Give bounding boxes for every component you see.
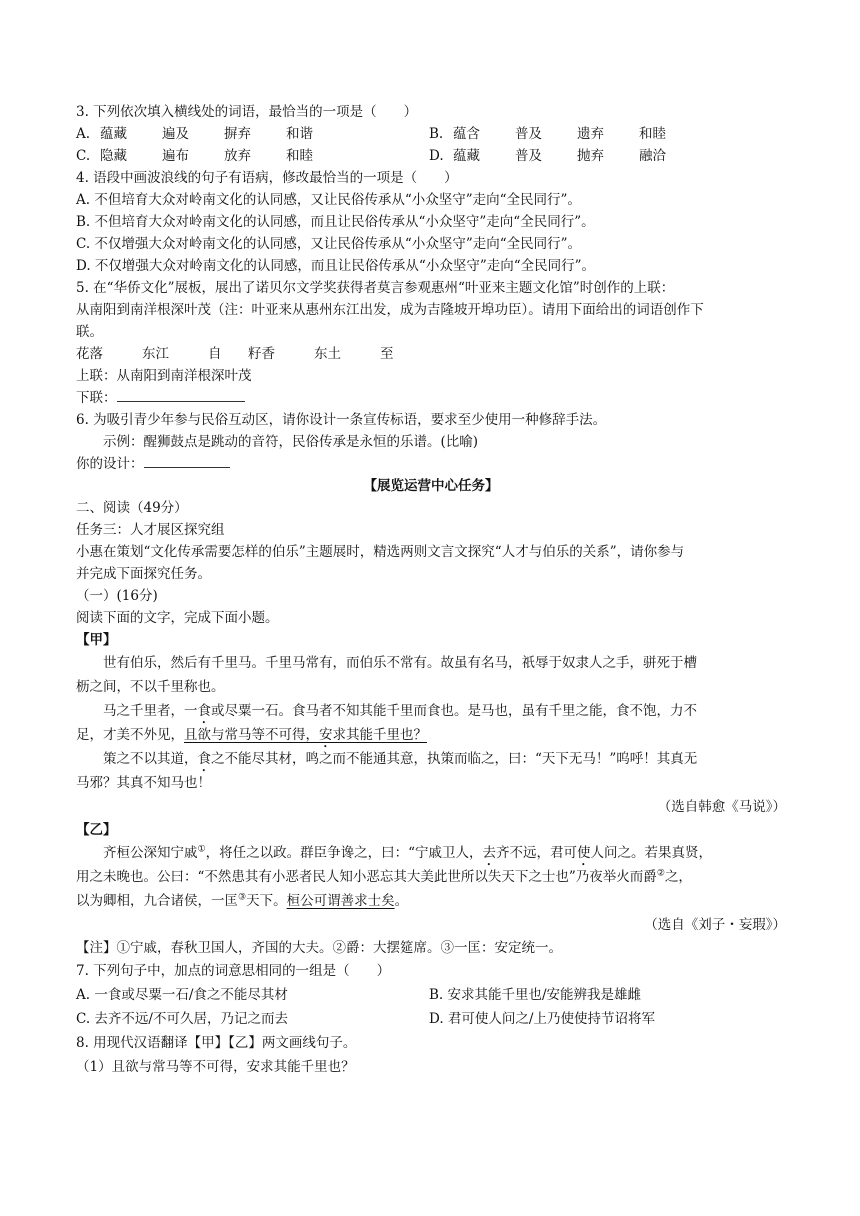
dotted-word: 去 bbox=[482, 845, 496, 861]
q3-options-row2 bbox=[76, 145, 786, 167]
dotted-word: 安 bbox=[319, 727, 333, 743]
part2-task: 任务三：人才展区探究组 bbox=[76, 522, 225, 538]
q3-option-a: A. 蕴藏 遍及 摒弃 和谐 bbox=[76, 126, 313, 142]
yi-label: 【乙】 bbox=[76, 822, 117, 838]
q7-option-c: C. 去齐不远/不可久居，乃记之而去 bbox=[76, 1011, 288, 1027]
jia-p1-line1: 世有伯乐，然后有千里马。千里马常有，而伯乐不常有。故虽有名马，祇辱于奴隶人之手，骈死于槽 bbox=[103, 655, 697, 671]
q5-word: 自 bbox=[208, 346, 222, 362]
q7-option-a: A. 一食或尽粟一石/食之不能尽其材 bbox=[76, 987, 288, 1003]
underlined-sentence: 桓公可谓善求士矣 bbox=[286, 893, 395, 909]
q5-answer-blank[interactable] bbox=[117, 387, 245, 402]
exam-page bbox=[76, 101, 786, 1079]
footnote-mark: ③ bbox=[238, 892, 247, 903]
q7-options-row2 bbox=[76, 1007, 786, 1031]
q4-option-b: B. 不但培育大众对岭南文化的认同感，而且让民俗传承从“小众坚守”走向“全民同行”。 bbox=[76, 214, 595, 230]
q4-option-c: C. 不仅增强大众对岭南文化的认同感，又让民俗传承从“小众坚守”走向“全民同行”。 bbox=[76, 236, 582, 252]
q6-stem: 6. 为吸引青少年参与民俗互动区，请你设计一条宣传标语，要求至少使用一种修辞手法。 bbox=[76, 412, 607, 428]
dotted-word: 食 bbox=[197, 703, 211, 719]
footnote-mark: ① bbox=[197, 844, 206, 855]
q3-options-row1 bbox=[76, 123, 786, 145]
q8-item1: （1）且欲与常马等不可得，安求其能千里也？ bbox=[76, 1059, 355, 1075]
q7-stem: 7. 下列句子中，加点的词意思相同的一组是（ ） bbox=[76, 963, 391, 979]
q3-stem: 3. 下列依次填入横线处的词语，最恰当的一项是（ ） bbox=[76, 104, 418, 120]
footnotes: 【注】①宁戚，春秋卫国人，齐国的大夫。②爵：大摆筵席。③一匡：安定统一。 bbox=[76, 940, 562, 956]
q5-line2: 从南阳到南洋根深叶茂（注：叶亚来从惠州东江出发，成为吉隆坡开埠功臣）。请用下面给出的词语创作下 bbox=[76, 302, 704, 318]
q8-stem: 8. 用现代汉语翻译【甲】【乙】两文画线句子。 bbox=[76, 1035, 357, 1051]
q4-stem: 4. 语段中画波浪线的句子有语病，修改最恰当的一项是（ ） bbox=[76, 170, 458, 186]
yi-p1-line1: 齐桓公深知宁戚①，将任之以政。群臣争谗之，曰：“宁戚卫人，去齐不远，君可使人问之。若果真贤， bbox=[103, 844, 712, 861]
q5-word: 至 bbox=[380, 346, 394, 362]
part2-title: 二、阅读（49分） bbox=[76, 500, 188, 516]
q7-option-b: B. 安求其能千里也/安能辨我是雄雌 bbox=[429, 987, 642, 1003]
part2-intro-line2: 并完成下面探究任务。 bbox=[76, 566, 211, 582]
jia-p1-line2: 枥之间，不以千里称也。 bbox=[76, 679, 225, 695]
q3-option-c: C. 隐藏 遍布 放弃 和睦 bbox=[76, 148, 313, 164]
q7-options-row1 bbox=[76, 983, 786, 1007]
underlined-sentence: 且欲与常马等不可得，安求其能千里也？ bbox=[184, 727, 427, 743]
dotted-word: 使 bbox=[576, 845, 591, 861]
yi-p1-line3: 以为卿相，九合诸侯，一匡③天下。桓公可谓善求士矣。 bbox=[76, 892, 409, 909]
footnote-mark: ② bbox=[656, 868, 665, 879]
q4-option-a: A. 不但培育大众对岭南文化的认同感，又让民俗传承从“小众坚守”走向“全民同行”。 bbox=[76, 192, 581, 208]
q5-line3: 联。 bbox=[76, 324, 103, 340]
jia-label: 【甲】 bbox=[76, 632, 117, 648]
q5-upper-couplet: 上联：从南阳到南洋根深叶茂 bbox=[76, 368, 252, 384]
dotted-word: 食 bbox=[197, 751, 211, 767]
jia-source: （选自韩愈《马说》） bbox=[657, 799, 786, 815]
q5-lower-couplet: 下联： bbox=[76, 387, 786, 409]
yi-source: （选自《刘子・妄瑕》） bbox=[644, 917, 786, 933]
q5-word: 东江 bbox=[142, 346, 169, 362]
jia-p2-line2: 足，才美不外见，且欲与常马等不可得，安求其能千里也？ bbox=[76, 727, 427, 743]
q6-design: 你的设计： bbox=[76, 453, 786, 475]
q5-word: 东土 bbox=[314, 346, 341, 362]
q6-example: 示例：醒狮鼓点是跳动的音符，民俗传承是永恒的乐谱。(比喻) bbox=[103, 434, 479, 450]
q5-word: 籽香 bbox=[248, 346, 275, 362]
jia-p2-line1: 马之千里者，一食或尽粟一石。食马者不知其能千里而食也。是马也，虽有千里之能，食不饱，力不 bbox=[103, 703, 697, 719]
q3-option-b: B. 蕴含 普及 遗弃 和睦 bbox=[429, 126, 666, 142]
q5-word: 花落 bbox=[76, 346, 103, 362]
q3-option-d: D. 蕴藏 普及 抛弃 融洽 bbox=[429, 148, 666, 164]
part2-intro-line1: 小惠在策划“文化传承需要怎样的伯乐”主题展时，精选两则文言文探究“人才与伯乐的关系”，请你参与 bbox=[76, 544, 685, 560]
part2-sub1: （一）(16分) bbox=[76, 588, 158, 604]
q6-answer-blank[interactable] bbox=[144, 453, 230, 468]
section-title: 【展览运营中心任务】 bbox=[363, 478, 499, 494]
yi-p1-line2: 用之未晚也。公曰：“不然患其有小恶者民人知小恶忘其大美此世所以失天下之士也”乃夜举火而爵②之， bbox=[76, 868, 692, 885]
q7-option-d: D. 君可使人问之/上乃使使持节诏将军 bbox=[429, 1011, 655, 1027]
jia-p3-line2: 马邪？其真不知马也！ bbox=[76, 775, 211, 791]
q5-word-bank bbox=[76, 343, 786, 365]
part2-instruction: 阅读下面的文字，完成下面小题。 bbox=[76, 610, 279, 626]
q4-option-d: D. 不仅增强大众对岭南文化的认同感，而且让民俗传承从“小众坚守”走向“全民同行”。 bbox=[76, 258, 596, 274]
jia-p3-line1: 策之不以其道，食之不能尽其材，鸣之而不能通其意，执策而临之，曰：“天下无马！”呜呼！其真无 bbox=[103, 751, 698, 767]
q5-line1: 5. 在“华侨文化”展板，展出了诺贝尔文学奖获得者莫言参观惠州“叶亚来主题文化馆”时创作的上联： bbox=[76, 280, 675, 296]
